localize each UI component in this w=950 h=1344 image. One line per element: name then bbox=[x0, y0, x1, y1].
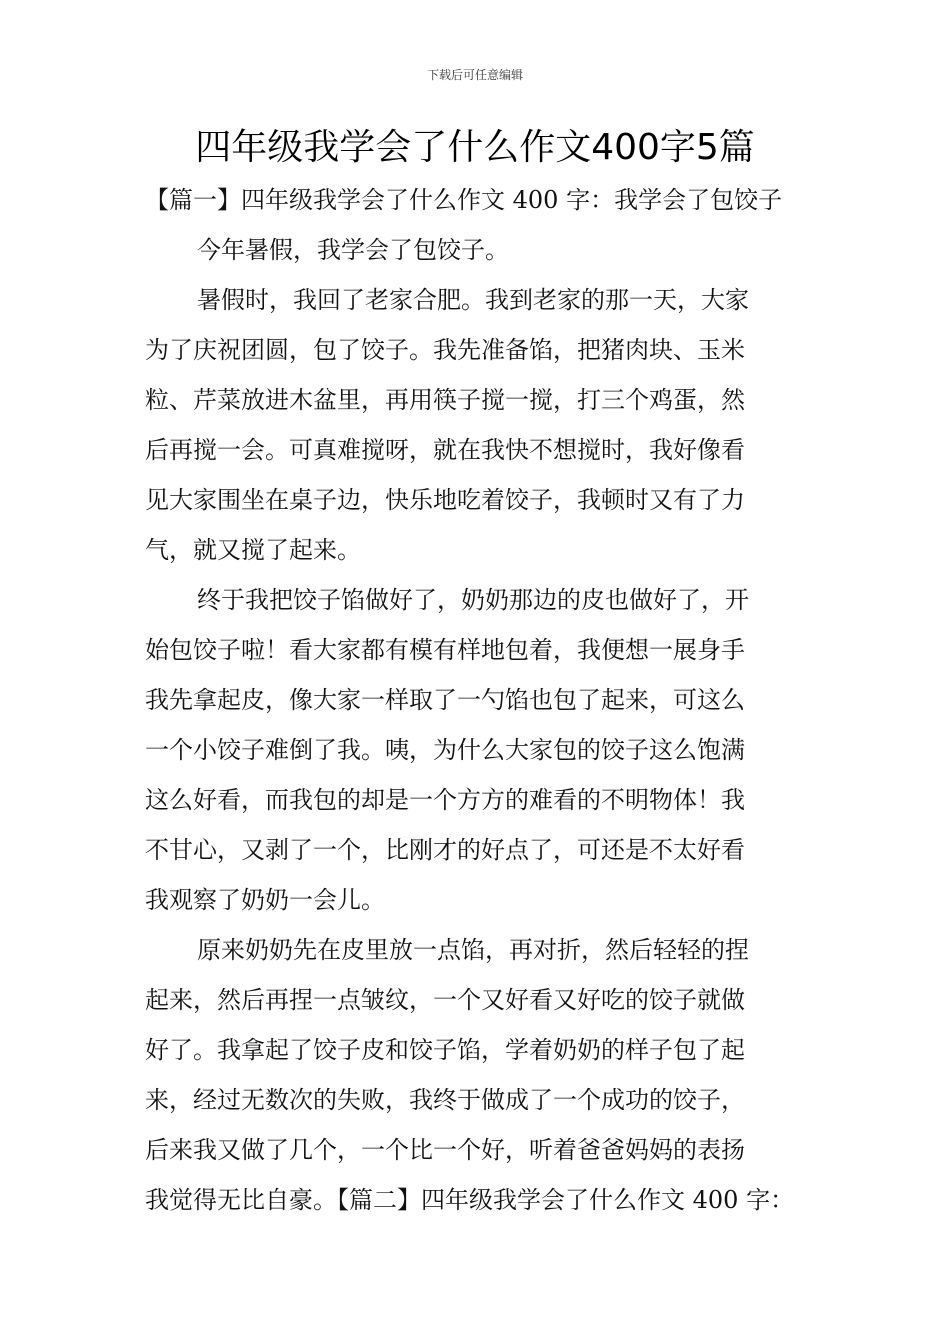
paragraph-line: 粒、芹菜放进木盆里，再用筷子搅一搅，打三个鸡蛋，然 bbox=[145, 386, 745, 414]
paragraph-line: 始包饺子啦！看大家都有模有样地包着，我便想一展身手 bbox=[145, 636, 745, 664]
document-title: 四年级我学会了什么作文400字5篇 bbox=[195, 127, 755, 168]
paragraph-line: 今年暑假，我学会了包饺子。 bbox=[197, 236, 509, 264]
paragraph-line: 后再搅一会。可真难搅呀，就在我快不想搅时，我好像看 bbox=[145, 436, 745, 464]
paragraph-line: 见大家围坐在桌子边，快乐地吃着饺子，我顿时又有了力 bbox=[145, 486, 745, 514]
paragraph-line: 后来我又做了几个，一个比一个好，听着爸爸妈妈的表扬 bbox=[145, 1136, 745, 1164]
paragraph-line: 不甘心，又剥了一个，比刚才的好点了，可还是不太好看 bbox=[145, 836, 745, 864]
paragraph-line: 我观察了奶奶一会儿。 bbox=[145, 886, 385, 914]
paragraph-line: 气，就又搅了起来。 bbox=[145, 536, 361, 564]
paragraph-line: 好了。我拿起了饺子皮和饺子馅，学着奶奶的样子包了起 bbox=[145, 1036, 745, 1064]
section-heading-line: 【篇一】四年级我学会了什么作文 400 字：我学会了包饺子 bbox=[145, 186, 783, 214]
paragraph-line: 暑假时，我回了老家合肥。我到老家的那一天，大家 bbox=[197, 286, 749, 314]
paragraph-line: 为了庆祝团圆，包了饺子。我先准备馅，把猪肉块、玉米 bbox=[145, 336, 745, 364]
paragraph-line: 我觉得无比自豪。【篇二】四年级我学会了什么作文 400 字： bbox=[145, 1186, 795, 1214]
paragraph-line: 原来奶奶先在皮里放一点馅，再对折，然后轻轻的捏 bbox=[197, 936, 749, 964]
paragraph-line: 一个小饺子难倒了我。咦，为什么大家包的饺子这么饱满 bbox=[145, 736, 745, 764]
paragraph-line: 起来，然后再捏一点皱纹，一个又好看又好吃的饺子就做 bbox=[145, 986, 745, 1014]
document-body bbox=[145, 175, 825, 1225]
paragraph-line: 来，经过无数次的失败，我终于做成了一个成功的饺子， bbox=[145, 1086, 745, 1114]
paragraph-line: 这么好看，而我包的却是一个方方的难看的不明物体！我 bbox=[145, 786, 745, 814]
paragraph-line: 终于我把饺子馅做好了，奶奶那边的皮也做好了，开 bbox=[197, 586, 749, 614]
paragraph-line: 我先拿起皮，像大家一样取了一勺馅也包了起来，可这么 bbox=[145, 686, 745, 714]
header-note: 下载后可任意编辑 bbox=[426, 68, 523, 82]
